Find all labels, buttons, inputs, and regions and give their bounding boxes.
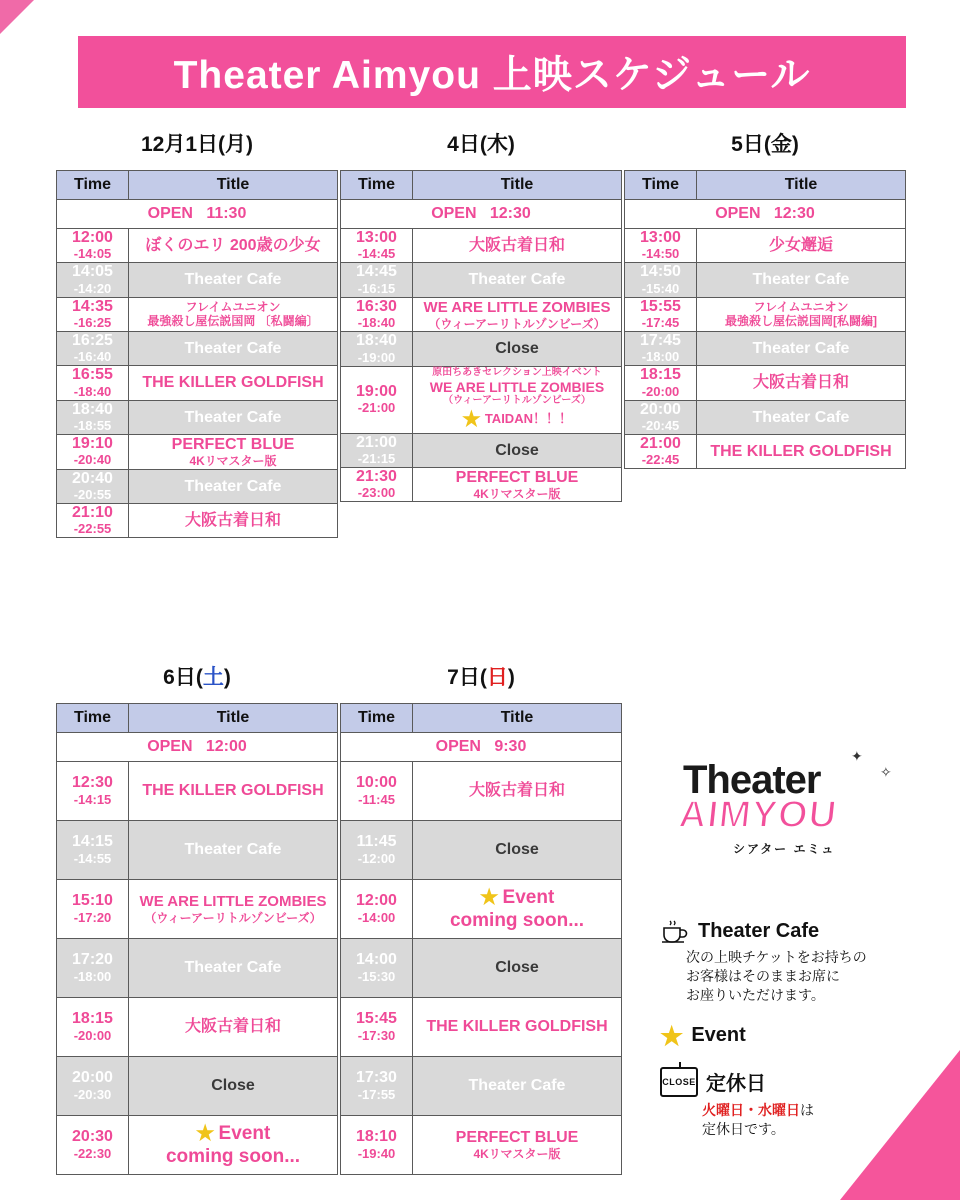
table-row-event: [341, 366, 622, 433]
table-row-cafe: [57, 263, 338, 297]
row-time: 20:40 -20:55: [57, 469, 129, 503]
row-title: THE KILLER GOLDFISH: [129, 366, 338, 400]
open-time: 12:30: [489, 205, 531, 222]
table-row: [57, 998, 338, 1057]
table-row: [57, 503, 338, 537]
open-time: 11:30: [206, 205, 247, 222]
row-time: 16:25 -16:40: [57, 331, 129, 365]
table-row-event: [341, 880, 622, 939]
open-cell: [57, 200, 338, 229]
row-time: 13:00 -14:45: [341, 229, 413, 263]
row-title: THE KILLER GOLDFISH: [413, 998, 622, 1057]
table-header-row: [57, 171, 338, 200]
corner-decoration-top-left: [0, 0, 34, 34]
row-time: 14:45 -16:15: [341, 263, 413, 297]
col-header-time: Time: [341, 704, 413, 733]
col-header-time: Time: [625, 171, 697, 200]
row-time: 14:15 -14:55: [57, 821, 129, 880]
theater-logo: [655, 748, 905, 868]
table-row: [57, 880, 338, 939]
open-row: [341, 733, 622, 762]
row-time: 20:00 -20:30: [57, 1057, 129, 1116]
day-label-dec1: 12月1日(月): [140, 133, 254, 156]
table-row-close: [341, 821, 622, 880]
table-row-close: [57, 1057, 338, 1116]
row-time: 16:30 -18:40: [341, 297, 413, 332]
schedule-table-dec6: [56, 703, 338, 1175]
row-time: 16:55 -18:40: [57, 366, 129, 400]
row-title: Close: [413, 821, 622, 880]
row-time: 15:10 -17:20: [57, 880, 129, 939]
open-label: OPEN: [715, 205, 761, 222]
row-title: Theater Cafe: [413, 263, 622, 297]
open-row: [57, 733, 338, 762]
table-row-cafe: [57, 400, 338, 434]
col-header-title: Title: [413, 171, 622, 200]
row-title: THE KILLER GOLDFISH: [129, 762, 338, 821]
row-title: 大阪古着日和: [129, 998, 338, 1057]
table-row-cafe: [57, 331, 338, 365]
table-row-close: [341, 433, 622, 467]
logo-theater-text: Theater: [683, 758, 821, 802]
open-label: OPEN: [147, 738, 193, 755]
table-row-cafe: [341, 263, 622, 297]
day-label-dec7: [340, 661, 622, 691]
row-time: 12:00 -14:05: [57, 229, 129, 263]
day-label-dec5: 5日(金): [731, 133, 799, 156]
table-row: [57, 229, 338, 263]
page-title-banner: [78, 36, 906, 108]
row-title: 大阪古着日和: [413, 229, 622, 263]
row-time: 18:15 -20:00: [57, 998, 129, 1057]
row-time: 17:20 -18:00: [57, 939, 129, 998]
star-icon: ★: [660, 1020, 684, 1051]
table-row: [625, 434, 906, 468]
row-title: Theater Cafe: [129, 400, 338, 434]
star-icon: ★: [195, 1122, 215, 1145]
row-title: 少女邂逅: [697, 229, 906, 263]
row-time: 21:10 -22:55: [57, 503, 129, 537]
table-row: [341, 229, 622, 263]
sparkle-icon: ✦: [851, 748, 863, 764]
row-title: ぼくのエリ 200歳の少女: [129, 229, 338, 263]
row-title: フレイムユニオン 最強殺し屋伝説国岡[私闘編]: [697, 297, 906, 331]
col-header-title: Title: [413, 704, 622, 733]
row-time: 14:50 -15:40: [625, 263, 697, 297]
legend-cafe-title: Theater Cafe: [698, 919, 820, 942]
open-time: 9:30: [494, 738, 527, 755]
row-title: Theater Cafe: [129, 331, 338, 365]
day-label-dec6-text: 6日(: [163, 666, 203, 689]
legend-item-closed: [660, 1067, 925, 1139]
day-label-dec7-tail: ): [507, 666, 515, 689]
day-label-dec7-mark: 日: [486, 666, 508, 689]
schedule-table-dec4: [340, 170, 622, 502]
row-time: 13:00 -14:50: [625, 229, 697, 263]
table-header-row: [625, 171, 906, 200]
day-label-dec6: [56, 661, 338, 691]
row-time: 15:45 -17:30: [341, 998, 413, 1057]
table-row-cafe: [625, 400, 906, 434]
open-row: [625, 200, 906, 229]
row-title: Theater Cafe: [129, 939, 338, 998]
row-title: ★ Event coming soon...: [129, 1116, 338, 1175]
open-row: [341, 200, 622, 229]
row-time: 12:30 -14:15: [57, 762, 129, 821]
row-time: 17:30 -17:55: [341, 1057, 413, 1116]
row-title: Theater Cafe: [129, 821, 338, 880]
table-row: [57, 297, 338, 331]
row-time: 18:40 -18:55: [57, 400, 129, 434]
legend: [660, 918, 925, 1148]
row-title: Theater Cafe: [697, 400, 906, 434]
row-time: 14:00 -15:30: [341, 939, 413, 998]
row-title: Theater Cafe: [413, 1057, 622, 1116]
row-title: THE KILLER GOLDFISH: [697, 434, 906, 468]
row-time: 11:45 -12:00: [341, 821, 413, 880]
table-row-cafe: [625, 263, 906, 297]
table-row-cafe: [57, 821, 338, 880]
open-time: 12:00: [205, 738, 247, 755]
open-cell: [341, 733, 622, 762]
coffee-cup-icon: [660, 918, 690, 944]
row-time: 19:00 -21:00: [341, 366, 413, 433]
day-label-dec6-mark: 土: [202, 666, 224, 689]
table-header-row: [57, 704, 338, 733]
day-label-dec7-text: 7日(: [447, 666, 487, 689]
col-header-time: Time: [57, 171, 129, 200]
open-cell: [625, 200, 906, 229]
table-row: [341, 998, 622, 1057]
row-time: 18:40 -19:00: [341, 332, 413, 366]
open-label: OPEN: [435, 738, 481, 755]
row-time: 17:45 -18:00: [625, 331, 697, 365]
table-row: [625, 297, 906, 331]
table-row: [341, 1116, 622, 1175]
table-row: [57, 366, 338, 400]
legend-item-event: [660, 1020, 925, 1051]
row-title: Close: [413, 433, 622, 467]
open-row: [57, 200, 338, 229]
row-title: 大阪古着日和: [129, 503, 338, 537]
row-time: 21:30 -23:00: [341, 467, 413, 502]
schedule-table-dec7: [340, 703, 622, 1175]
table-row-event: [57, 1116, 338, 1175]
table-row: [341, 762, 622, 821]
table-row: [625, 229, 906, 263]
row-title: WE ARE LITTLE ZOMBIES （ウィーアーリトルゾンビーズ）: [413, 297, 622, 332]
row-title: Close: [413, 939, 622, 998]
schedule-table-dec1: [56, 170, 338, 538]
star-icon: ★: [479, 886, 499, 909]
row-title: PERFECT BLUE 4Kリマスター版: [413, 1116, 622, 1175]
row-title: ★ Event coming soon...: [413, 880, 622, 939]
table-row: [57, 434, 338, 469]
row-time: 18:10 -19:40: [341, 1116, 413, 1175]
row-title: Theater Cafe: [697, 331, 906, 365]
legend-item-cafe: [660, 918, 925, 1005]
row-time: 20:00 -20:45: [625, 400, 697, 434]
table-row-close: [341, 939, 622, 998]
row-title: PERFECT BLUE 4Kリマスター版: [413, 467, 622, 502]
row-title: Theater Cafe: [129, 263, 338, 297]
col-header-time: Time: [341, 171, 413, 200]
open-label: OPEN: [147, 205, 193, 222]
legend-closed-title: 定休日: [706, 1073, 766, 1096]
row-time: 10:00 -11:45: [341, 762, 413, 821]
row-time: 19:10 -20:40: [57, 434, 129, 469]
table-header-row: [341, 171, 622, 200]
logo-aimyou-text: AIMYOU: [676, 794, 840, 836]
legend-event-title: Event: [691, 1024, 746, 1047]
row-title: 原田ちあきセレクション上映イベント WE ARE LITTLE ZOMBIES （ウィーアーリトルゾンビーズ） ★ TAIDAN！！！: [413, 366, 622, 433]
table-row-cafe: [341, 1057, 622, 1116]
row-time: 14:05 -14:20: [57, 263, 129, 297]
closed-sign-icon: CLOSE: [660, 1067, 698, 1097]
table-row: [341, 297, 622, 332]
col-header-title: Title: [697, 171, 906, 200]
open-label: OPEN: [431, 205, 477, 222]
row-time: 21:00 -21:15: [341, 433, 413, 467]
row-title: Close: [129, 1057, 338, 1116]
row-time: 18:15 -20:00: [625, 366, 697, 400]
row-time: 20:30 -22:30: [57, 1116, 129, 1175]
star-icon: ★: [462, 408, 481, 432]
table-row-close: [341, 332, 622, 366]
row-title: WE ARE LITTLE ZOMBIES （ウィーアーリトルゾンビーズ）: [129, 880, 338, 939]
row-title: Theater Cafe: [129, 469, 338, 503]
table-row-cafe: [57, 939, 338, 998]
row-title: 大阪古着日和: [697, 366, 906, 400]
table-header-row: [341, 704, 622, 733]
row-title: PERFECT BLUE 4Kリマスター版: [129, 434, 338, 469]
row-title: Theater Cafe: [697, 263, 906, 297]
table-row: [625, 366, 906, 400]
table-row: [57, 762, 338, 821]
row-title: Close: [413, 332, 622, 366]
page-title: Theater Aimyou 上映スケジュール: [173, 54, 811, 97]
table-row-cafe: [57, 469, 338, 503]
col-header-title: Title: [129, 171, 338, 200]
sparkle-icon: ✧: [880, 764, 892, 780]
table-row-cafe: [625, 331, 906, 365]
open-cell: [57, 733, 338, 762]
open-time: 12:30: [773, 205, 815, 222]
table-row: [341, 467, 622, 502]
legend-cafe-body: 次の上映チケットをお持ちの お客様はそのままお席に お座りいただけます。: [686, 949, 867, 1003]
row-time: 15:55 -17:45: [625, 297, 697, 331]
row-time: 12:00 -14:00: [341, 880, 413, 939]
row-title: 大阪古着日和: [413, 762, 622, 821]
day-label-dec4: 4日(木): [447, 133, 515, 156]
row-title: フレイムユニオン 最強殺し屋伝説国岡 〔私闘編〕: [129, 297, 338, 331]
schedule-table-dec5: [624, 170, 906, 469]
col-header-time: Time: [57, 704, 129, 733]
row-time: 14:35 -16:25: [57, 297, 129, 331]
row-time: 21:00 -22:45: [625, 434, 697, 468]
col-header-title: Title: [129, 704, 338, 733]
day-label-dec6-tail: ): [223, 666, 231, 689]
logo-kana-text: シアター エミュ: [733, 842, 836, 856]
open-cell: [341, 200, 622, 229]
legend-closed-body: 火曜日・水曜日は 定休日です。: [702, 1101, 814, 1137]
